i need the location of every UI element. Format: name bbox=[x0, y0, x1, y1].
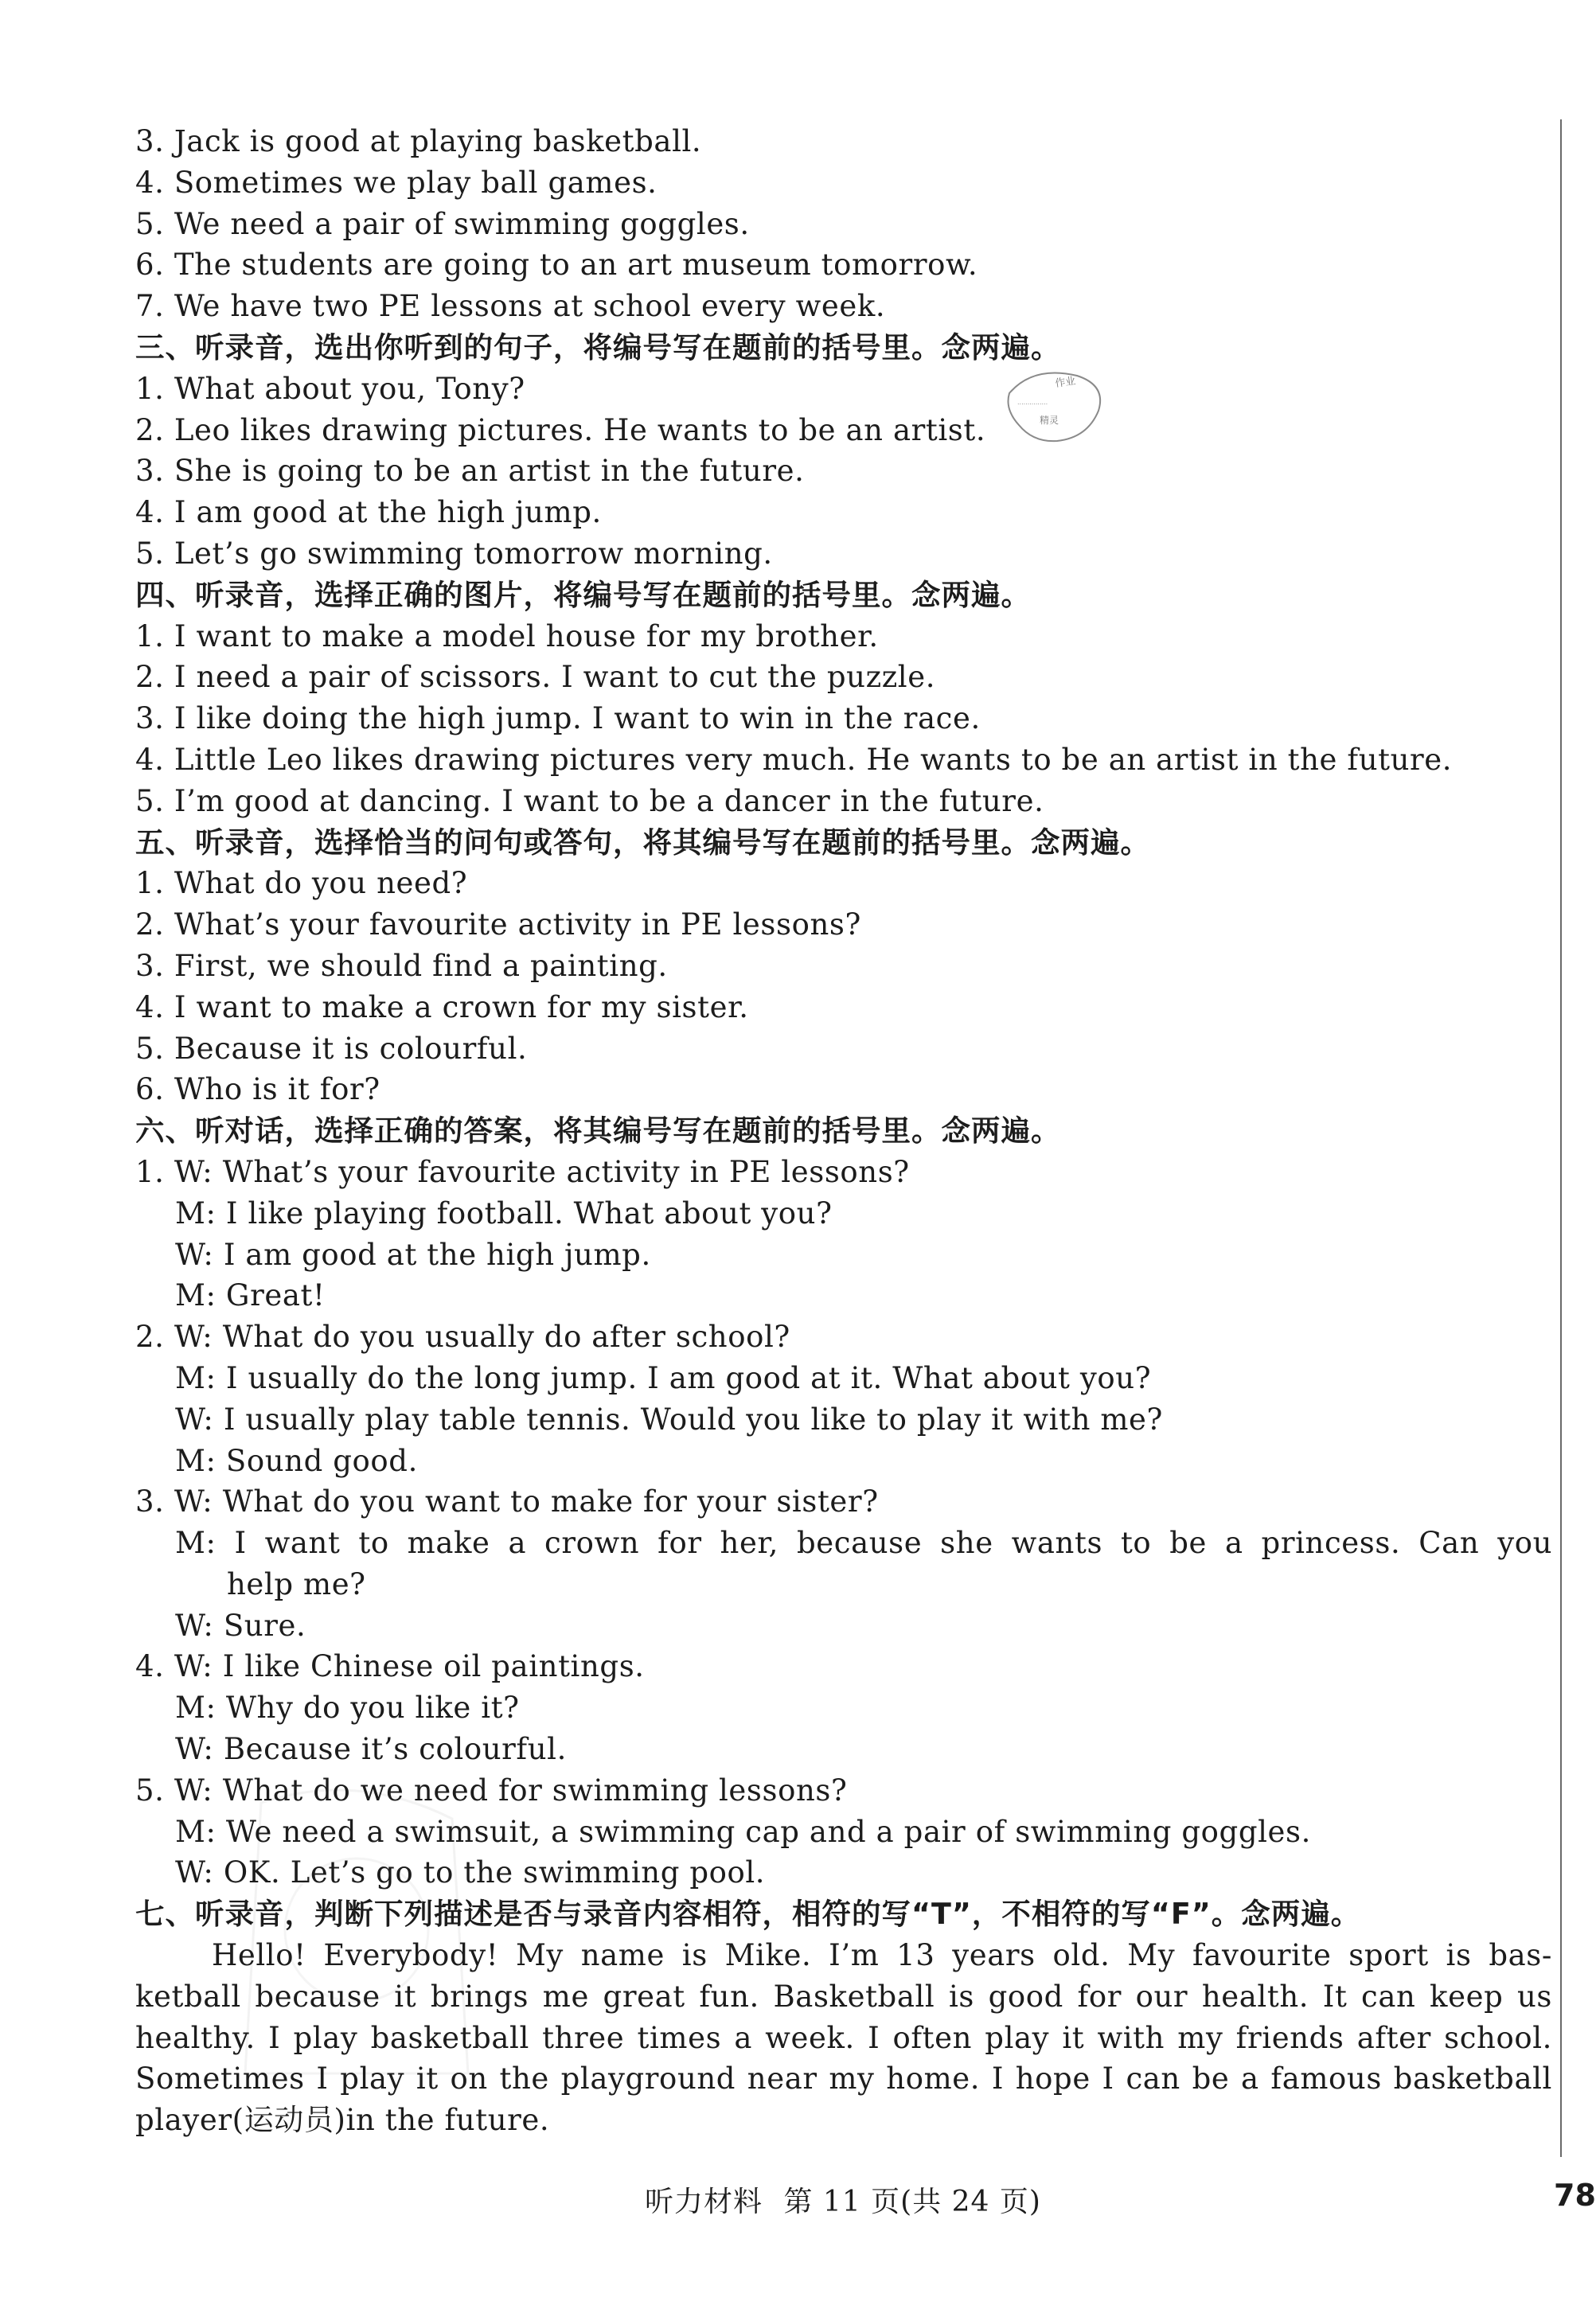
sentence-item: 5. Let’s go swimming tomorrow morning. bbox=[135, 536, 773, 571]
dialogue-line: M: I usually do the long jump. I am good at it. What about you? bbox=[175, 1360, 1152, 1395]
paragraph-line: healthy. I play basketball three times a week. I often play it with my friends after school. bbox=[135, 2020, 1552, 2055]
dialogue-line: 5. W: What do we need for swimming lessons? bbox=[135, 1773, 848, 1808]
paragraph-line: ketball because it brings me great fun. Basketball is good for our health. It can keep us bbox=[135, 1979, 1552, 2014]
sentence-item: 4. I want to make a crown for my sister. bbox=[135, 989, 749, 1024]
text-line: 5. We need a pair of swimming goggles. bbox=[135, 206, 750, 241]
sentence-item: 2. I need a pair of scissors. I want to cut the puzzle. bbox=[135, 660, 936, 695]
dialogue-line: M: We need a swimsuit, a swimming cap and a pair of swimming goggles. bbox=[175, 1814, 1312, 1849]
section-heading-3: 三、听录音，选出你听到的句子，将编号写在题前的括号里。念两遍。 bbox=[135, 330, 1061, 365]
dialogue-line: W: I am good at the high jump. bbox=[175, 1237, 651, 1272]
sentence-item: 5. I’m good at dancing. I want to be a dancer in the future. bbox=[135, 783, 1044, 818]
dialogue-line: 4. W: I like Chinese oil paintings. bbox=[135, 1649, 645, 1684]
dialogue-line: M: I like playing football. What about you? bbox=[175, 1196, 833, 1231]
svg-text:...............: ............... bbox=[1017, 399, 1048, 406]
dialogue-line: help me? bbox=[227, 1566, 366, 1601]
sentence-item: 1. What do you need? bbox=[135, 866, 468, 901]
dialogue-line: W: I usually play table tennis. Would you like to play it with me? bbox=[175, 1402, 1163, 1437]
dialogue-line: M: Great! bbox=[175, 1278, 326, 1313]
sentence-item: 6. Who is it for? bbox=[135, 1072, 380, 1107]
text-line: 7. We have two PE lessons at school every week. bbox=[135, 289, 886, 324]
dialogue-line: W: Because it’s colourful. bbox=[175, 1732, 567, 1767]
dialogue-line: 3. W: What do you want to make for your sister? bbox=[135, 1484, 879, 1519]
page-number: 78 bbox=[1554, 2178, 1596, 2213]
dialogue-line: M: I want to make a crown for her, because she wants to be a princess. Can you bbox=[175, 1526, 1552, 1561]
paragraph-line: Hello! Everybody! My name is Mike. I’m 13 years old. My favourite sport is bas- bbox=[212, 1938, 1552, 1973]
section-heading-6: 六、听对话，选择正确的答案，将其编号写在题前的括号里。念两遍。 bbox=[135, 1114, 1061, 1149]
sentence-item: 3. First, we should find a painting. bbox=[135, 948, 668, 983]
section-heading-7: 七、听录音，判断下列描述是否与录音内容相符，相符的写“T”，不相符的写“F”。念两遍。 bbox=[135, 1897, 1361, 1932]
dialogue-line: W: OK. Let’s go to the swimming pool. bbox=[175, 1855, 766, 1890]
main-text bbox=[135, 121, 1552, 2141]
dialogue-line: 1. W: What’s your favourite activity in PE lessons? bbox=[135, 1154, 910, 1189]
sentence-item: 5. Because it is colourful. bbox=[135, 1031, 528, 1066]
dialogue-line: M: Why do you like it? bbox=[175, 1691, 520, 1726]
dialogue-line: 2. W: What do you usually do after school? bbox=[135, 1320, 790, 1355]
paragraph-line: Sometimes I play it on the playground near my home. I hope I can be a famous basketball bbox=[135, 2061, 1552, 2097]
sentence-item: 4. Little Leo likes drawing pictures very much. He wants to be an artist in the future. bbox=[135, 742, 1453, 777]
page-footer bbox=[645, 2179, 1052, 2220]
section-heading-4: 四、听录音，选择正确的图片，将编号写在题前的括号里。念两遍。 bbox=[135, 577, 1031, 612]
sentence-item: 2. Leo likes drawing pictures. He wants to be an artist. bbox=[135, 412, 986, 447]
sentence-item: 2. What’s your favourite activity in PE lessons? bbox=[135, 907, 861, 942]
text-line: 4. Sometimes we play ball games. bbox=[135, 165, 658, 200]
text-line: 6. The students are going to an art museum tomorrow. bbox=[135, 248, 978, 283]
page-edge-rule bbox=[1560, 119, 1562, 2157]
dialogue-line: W: Sure. bbox=[175, 1608, 306, 1643]
dialogue-line: M: Sound good. bbox=[175, 1443, 418, 1478]
footer-label: 听力材料 bbox=[645, 2186, 763, 2218]
paragraph-line: player(运动员)in the future. bbox=[135, 2103, 550, 2138]
sentence-item: 3. She is going to be an artist in the future. bbox=[135, 454, 805, 489]
sentence-item: 3. I like doing the high jump. I want to win in the race. bbox=[135, 701, 981, 736]
svg-text:作业: 作业 bbox=[1054, 375, 1077, 390]
footer-page-info: 第 11 页(共 24 页) bbox=[783, 2186, 1041, 2218]
sentence-item: 1. I want to make a model house for my brother. bbox=[135, 618, 879, 653]
sentence-item: 1. What about you, Tony? bbox=[135, 371, 525, 406]
svg-text:精灵: 精灵 bbox=[1040, 415, 1059, 426]
section-heading-5: 五、听录音，选择恰当的问句或答句，将其编号写在题前的括号里。念两遍。 bbox=[135, 825, 1150, 860]
text-line: 3. Jack is good at playing basketball. bbox=[135, 124, 702, 158]
sentence-item: 4. I am good at the high jump. bbox=[135, 495, 602, 530]
